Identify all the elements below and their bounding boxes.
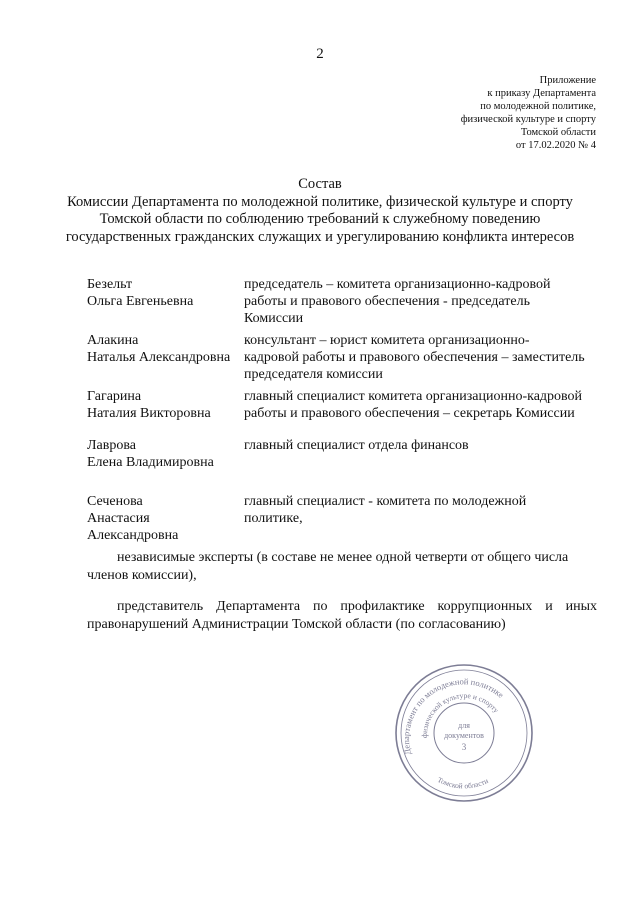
role-line: главный специалист комитета организационно-кадровой — [244, 389, 583, 404]
stamp-outer-text: Департамент по молодежной политике — [400, 676, 506, 756]
paragraph-line: правонарушений Администрации Томской области (по согласованию) — [87, 617, 506, 632]
member-surname: Алакина — [87, 333, 139, 348]
role-line: Комиссии — [244, 311, 304, 326]
member-given-names: Наталья Александровна — [87, 350, 231, 365]
role-line: главный специалист - комитета по молодежной — [244, 494, 527, 509]
appendix-line: к приказу Департамента — [487, 88, 596, 99]
member-role — [244, 437, 617, 471]
member-name — [87, 388, 244, 422]
role-line: работы и правового обеспечения – секретарь Комиссии — [244, 406, 575, 421]
role-line: председателя комиссии — [244, 367, 383, 382]
member-role — [244, 332, 617, 383]
member-row — [87, 493, 617, 544]
member-name — [87, 437, 244, 471]
appendix-line: Томской области — [520, 127, 596, 138]
members-list — [87, 276, 617, 544]
member-surname: Гагарина — [87, 389, 142, 404]
member-name — [87, 493, 244, 544]
title-line: государственных гражданских служащих и урегулированию конфликта интересов — [65, 228, 575, 245]
role-line: работы и правового обеспечения - председатель — [244, 294, 530, 309]
member-name — [87, 332, 244, 383]
member-row — [87, 388, 617, 422]
member-surname: Сеченова — [87, 494, 143, 509]
paragraph-line: представитель Департамента по профилактике коррупционных и иных — [117, 599, 597, 614]
member-role — [244, 493, 617, 544]
appendix-line: физической культуре и спорту — [460, 114, 596, 125]
member-given-names: Елена Владимировна — [87, 455, 214, 470]
title-heading: Состав — [298, 176, 342, 192]
member-role — [244, 388, 617, 422]
appendix-line: Приложение — [539, 75, 596, 86]
member-row — [87, 332, 617, 383]
paragraph-line: независимые эксперты (в составе не менее одной четверти от общего числа — [117, 550, 569, 565]
role-line: консультант – юрист комитета организационно- — [244, 333, 530, 348]
experts-paragraph — [87, 549, 597, 585]
member-given-names: Анастасия — [87, 511, 150, 526]
member-row — [87, 276, 617, 327]
member-row — [87, 437, 617, 471]
member-role — [244, 276, 617, 327]
member-surname: Безельт — [87, 277, 133, 292]
member-surname: Лаврова — [87, 438, 136, 453]
representative-paragraph — [87, 598, 597, 634]
page-number: 2 — [316, 46, 324, 62]
member-given-names: Наталия Викторовна — [87, 406, 211, 421]
member-patronymic: Александровна — [87, 528, 179, 543]
title-line: Комиссии Департамента по молодежной политике, физической культуре и спорту — [67, 193, 573, 210]
document-title — [0, 176, 640, 246]
role-line: политике, — [244, 511, 303, 526]
role-line: кадровой работы и правового обеспечения – заместитель — [244, 350, 585, 365]
role-line: главный специалист отдела финансов — [244, 438, 469, 453]
appendix-date-line: от 17.02.2020 № 4 — [515, 140, 596, 151]
stamp-center-line: для — [458, 721, 470, 730]
official-stamp — [393, 662, 535, 804]
paragraph-line: членов комиссии), — [87, 568, 197, 583]
stamp-center-line: документов — [444, 731, 484, 740]
stamp-number: 3 — [461, 742, 467, 752]
stamp-bottom-text: Томской области — [436, 775, 490, 791]
appendix-block — [461, 74, 596, 152]
role-line: председатель – комитета организационно-кадровой — [244, 277, 551, 292]
appendix-line: по молодежной политике, — [480, 101, 596, 112]
stamp-inner-text: физической культуре и спорту — [419, 690, 501, 739]
member-name — [87, 276, 244, 327]
title-line: Томской области по соблюдению требований к служебному поведению — [99, 211, 541, 227]
member-given-names: Ольга Евгеньевна — [87, 294, 194, 309]
